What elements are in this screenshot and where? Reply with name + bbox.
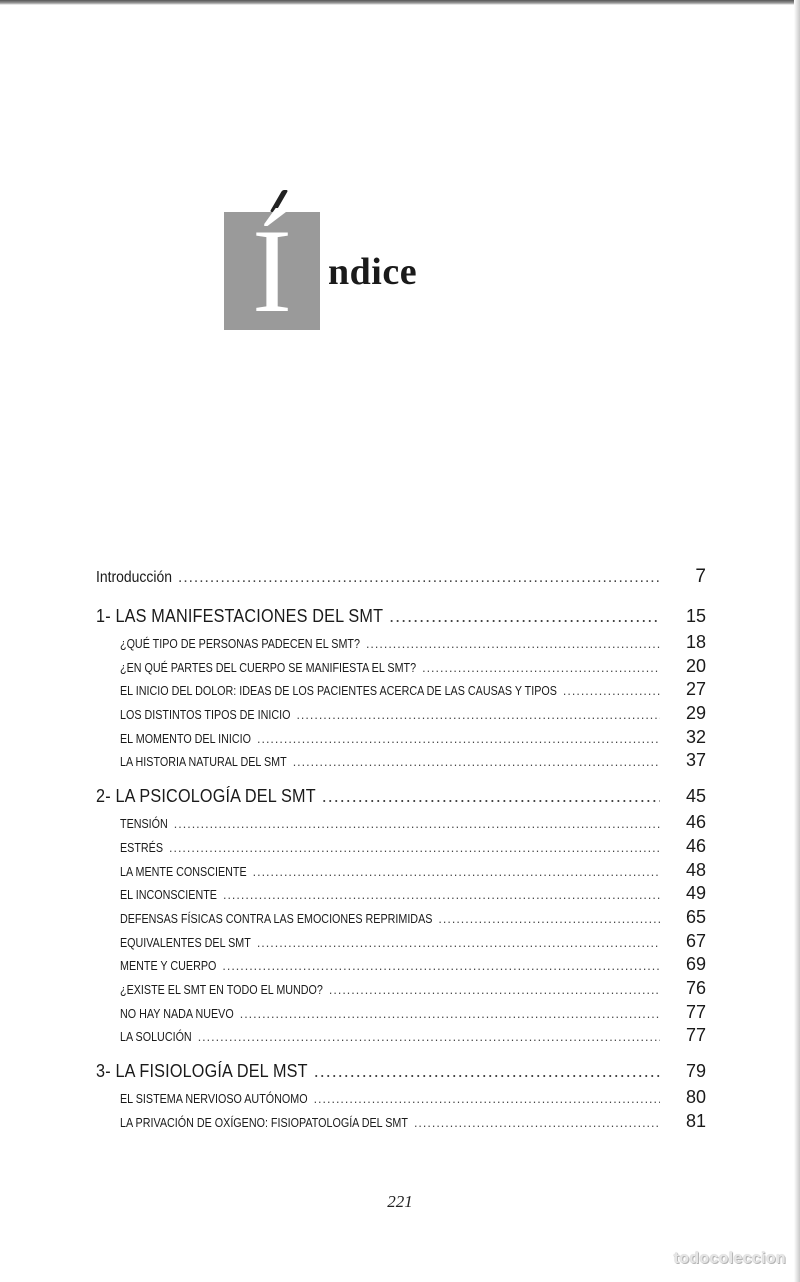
- toc-entry-label: 1- LAS MANIFESTACIONES DEL SMT: [96, 606, 384, 626]
- dot-leader: [414, 1116, 660, 1130]
- toc-entry-section: [96, 978, 706, 1002]
- page-edge-shadow: [794, 0, 800, 1282]
- toc-entry-section: [96, 812, 706, 836]
- toc-entry-label: LA MENTE CONSCIENTE: [120, 864, 247, 879]
- toc-entry-page: 79: [685, 1061, 706, 1081]
- dot-leader: [438, 912, 660, 926]
- dot-leader: [223, 888, 660, 902]
- toc-entry-label: ¿EN QUÉ PARTES DEL CUERPO SE MANIFIESTA EL SMT?: [120, 660, 417, 675]
- toc-entry-label: DEFENSAS FÍSICAS CONTRA LAS EMOCIONES REPRIMIDAS: [120, 911, 433, 926]
- toc-entry-page: 81: [685, 1110, 706, 1131]
- toc-entry-section: [96, 860, 706, 884]
- toc-entry-section: [96, 750, 706, 774]
- toc-entry-page: 76: [685, 977, 706, 998]
- dot-leader: [198, 1030, 660, 1044]
- index-heading: [224, 190, 484, 350]
- dot-leader: [389, 606, 660, 627]
- toc-entry-page: 48: [685, 859, 706, 880]
- dot-leader: [178, 569, 660, 587]
- toc-entry-page: 46: [685, 835, 706, 856]
- toc-entry-section: [96, 1002, 706, 1026]
- toc-entry-label: 3- LA FISIOLOGÍA DEL MST: [96, 1061, 308, 1081]
- toc-entry-label: NO HAY NADA NUEVO: [120, 1006, 234, 1021]
- heading-text: ndice: [328, 251, 418, 293]
- toc-entry-page: 80: [685, 1087, 706, 1107]
- toc-entry-page: 27: [685, 679, 706, 700]
- toc-entry-section: [96, 727, 706, 751]
- dot-leader: [366, 637, 660, 651]
- watermark-logo: todocoleccion: [673, 1250, 786, 1267]
- toc-entry-label: LA HISTORIA NATURAL DEL SMT: [120, 755, 287, 770]
- toc-entry-label: EL INCONSCIENTE: [120, 888, 217, 903]
- toc-entry-section: [96, 703, 706, 727]
- toc-entry-page: 7: [695, 566, 706, 587]
- toc-entry-page: 77: [685, 1001, 706, 1022]
- toc-entry-chapter: [96, 786, 706, 812]
- dot-leader: [174, 817, 660, 831]
- dot-leader: [314, 1092, 660, 1106]
- dot-leader: [257, 936, 660, 950]
- toc-entry-page: 29: [685, 703, 706, 724]
- toc-entry-label: LA PRIVACIÓN DE OXÍGENO: FISIOPATOLOGÍA DEL SMT: [120, 1115, 408, 1130]
- toc-entry-label: EL INICIO DEL DOLOR: IDEAS DE LOS PACIENTES ACERCA DE LAS CAUSAS Y TIPOS: [120, 684, 557, 699]
- toc-entry-label: TENSIÓN: [120, 817, 168, 832]
- toc-entry-page: 45: [685, 786, 706, 807]
- toc-entry-page: 49: [685, 883, 706, 904]
- toc-entry-section: [96, 632, 706, 656]
- toc-entry-section: [96, 836, 706, 860]
- dot-leader: [329, 983, 660, 997]
- toc-entry-label: EQUIVALENTES DEL SMT: [120, 935, 251, 950]
- toc-entry-section: [96, 1111, 706, 1135]
- dot-leader: [293, 755, 660, 769]
- toc-entry-page: 15: [685, 606, 706, 626]
- dot-leader: [240, 1007, 660, 1021]
- toc-entry-label: LOS DISTINTOS TIPOS DE INICIO: [120, 708, 291, 723]
- top-edge-shadow: [0, 0, 800, 5]
- toc-entry-chapter: [96, 606, 706, 632]
- toc-entry-page: 46: [685, 812, 706, 833]
- toc-entry-section: [96, 1087, 706, 1111]
- page-number: 221: [387, 1192, 413, 1211]
- toc-entry-section: [96, 883, 706, 907]
- dot-leader: [296, 708, 660, 722]
- toc-entry-page: 20: [685, 655, 706, 676]
- dot-leader: [257, 732, 660, 746]
- toc-entry-chapter: [96, 1061, 706, 1087]
- dot-leader: [222, 959, 660, 973]
- toc-entry-page: 37: [685, 750, 706, 771]
- toc-entry-page: 32: [685, 726, 706, 747]
- toc-entry-page: 67: [685, 930, 706, 951]
- drop-cap-letter: Í: [252, 204, 292, 337]
- toc-entry-section: [96, 931, 706, 955]
- toc-entry-intro: [96, 566, 706, 594]
- toc-entry-page: 65: [685, 906, 706, 927]
- toc-entry-label: ESTRÉS: [120, 840, 164, 855]
- dot-leader: [169, 841, 660, 855]
- dot-leader: [422, 661, 660, 675]
- toc-entry-section: [96, 907, 706, 931]
- toc-entry-label: LA SOLUCIÓN: [120, 1030, 192, 1045]
- dot-leader: [563, 684, 660, 698]
- toc-entry-page: 18: [685, 632, 706, 652]
- dot-leader: [322, 786, 660, 807]
- toc-entry-label: 2- LA PSICOLOGÍA DEL SMT: [96, 786, 316, 807]
- toc-entry-section: [96, 954, 706, 978]
- toc-entry-page: 77: [685, 1025, 706, 1046]
- toc-entry-section: [96, 656, 706, 680]
- toc-entry-label: Introducción: [96, 569, 173, 586]
- table-of-contents: [96, 566, 706, 1134]
- dot-leader: [314, 1061, 660, 1082]
- toc-entry-label: EL MOMENTO DEL INICIO: [120, 731, 252, 746]
- dot-leader: [253, 865, 660, 879]
- toc-entry-label: MENTE Y CUERPO: [120, 959, 217, 974]
- toc-entry-label: EL SISTEMA NERVIOSO AUTÓNOMO: [120, 1092, 308, 1106]
- toc-entry-label: ¿QUÉ TIPO DE PERSONAS PADECEN EL SMT?: [120, 637, 360, 651]
- toc-entry-label: ¿EXISTE EL SMT EN TODO EL MUNDO?: [120, 982, 323, 997]
- toc-entry-section: [96, 679, 706, 703]
- toc-entry-page: 69: [685, 954, 706, 975]
- toc-entry-section: [96, 1025, 706, 1049]
